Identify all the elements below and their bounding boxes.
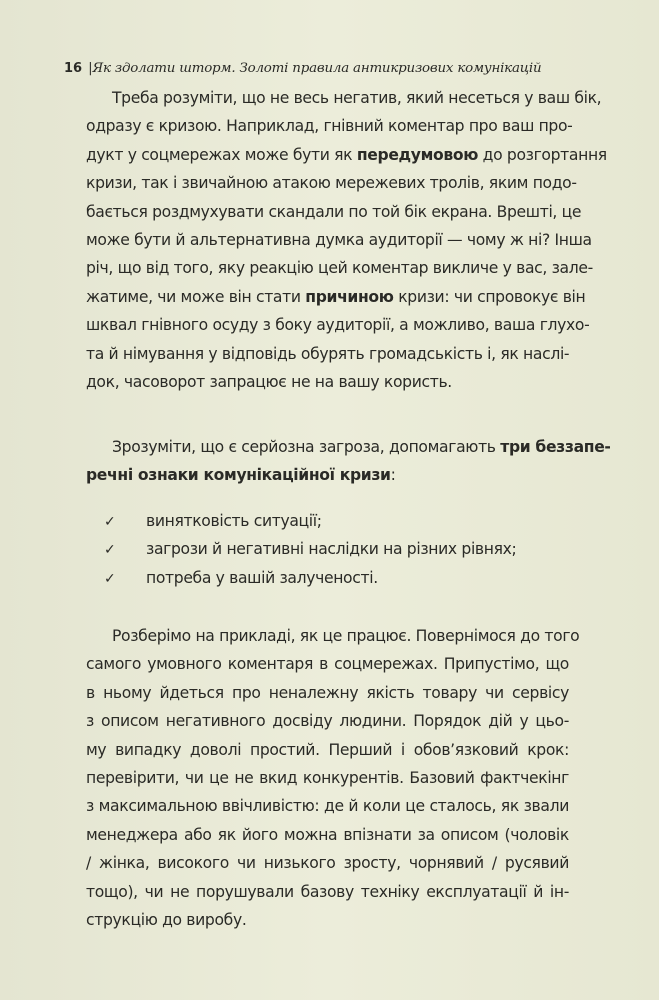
text-line: [86, 254, 593, 282]
text-run: перевірити, чи це не вкид конкурентів. Базовий фактчекінг: [86, 768, 569, 787]
checklist-item: [104, 564, 516, 592]
checklist-item: [104, 507, 516, 535]
text-run: одразу є кризою. Наприклад, гнівний коментар про ваш про-: [86, 117, 573, 136]
text-line: [86, 679, 569, 707]
text-run: Розберімо на прикладі, як це працює. Повернімося до того: [112, 627, 580, 645]
text-run: :: [390, 466, 396, 485]
text-run: до розгортання: [478, 145, 607, 164]
text-run: з описом негативного досвіду людини. Порядок дій у цьо-: [86, 712, 569, 731]
checkmark-icon: ✓: [104, 542, 116, 559]
text-line: [86, 198, 582, 226]
page-number: 16: [64, 61, 83, 76]
text-line: [86, 283, 586, 311]
paragraph-crisis-definition: [86, 84, 607, 396]
text-line: [86, 433, 611, 461]
text-line: [86, 226, 592, 254]
running-title: |Як здолати шторм. Золоті правила антикризових комунікацій: [88, 61, 542, 76]
text-run: / жінка, високого чи низького зросту, чорнявий / русявий: [86, 854, 569, 873]
text-line: [86, 141, 607, 169]
text-line: [86, 792, 569, 820]
text-line: [86, 311, 590, 339]
text-line: [86, 821, 569, 849]
text-line: [86, 340, 569, 368]
checklist-item-text: потреба у вашій залученості.: [146, 568, 378, 587]
text-line: [86, 736, 569, 764]
bold-text: передумовою: [356, 145, 479, 164]
checklist-item-text: загрози й негативні наслідки на різних рівнях;: [146, 540, 517, 559]
text-run: струкцію до виробу.: [86, 910, 247, 929]
text-line: [86, 764, 569, 792]
text-run: док, часоворот запрацює не на вашу користь.: [86, 372, 452, 391]
text-run: жатиме, чи може він стати: [86, 287, 306, 306]
text-line: [86, 707, 569, 735]
text-run: менеджера або як його можна впізнати за описом (чоловік: [86, 825, 569, 844]
text-line: [86, 906, 569, 934]
text-line: [86, 849, 569, 877]
paragraph-example: [86, 622, 580, 934]
text-run: кризи, так і звичайною атакою мережевих тролів, яким подо-: [86, 174, 577, 193]
text-run: Зрозуміти, що є серйозна загроза, допомагають: [112, 438, 501, 456]
text-line: [86, 84, 602, 112]
text-run: тощо), чи не порушували базову техніку експлуатації й ін-: [86, 882, 569, 901]
text-run: кризи: чи спровокує він: [393, 287, 586, 306]
text-line: [86, 368, 569, 396]
text-run: річ, що від того, яку реакцію цей коментар викличе у вас, зале-: [86, 259, 593, 278]
text-run: та й німування у відповідь обурять громадськість і, як наслі-: [86, 344, 570, 363]
running-header: [64, 60, 541, 76]
text-run: може бути й альтернативна думка аудиторії — чому ж ні? Інша: [86, 230, 592, 249]
text-line: [86, 878, 569, 906]
paragraph-three-signs-intro: [86, 433, 611, 490]
checkmark-icon: ✓: [104, 570, 116, 587]
bold-text: три беззапе-: [500, 438, 611, 456]
text-run: шквал гнівного осуду з боку аудиторії, а можливо, ваша глухо-: [86, 316, 590, 335]
text-run: му випадку доволі простий. Перший і обов’язковий крок:: [86, 740, 569, 759]
text-line: [86, 112, 573, 140]
text-run: Треба розуміти, що не весь негатив, який несеться у ваш бік,: [112, 89, 602, 107]
text-run: бається роздмухувати скандали по той бік екрана. Врешті, це: [86, 202, 582, 221]
checklist-item: [104, 535, 516, 563]
checklist-item-text: винятковість ситуації;: [146, 512, 322, 530]
text-line: [86, 461, 569, 489]
text-run: самого умовного коментаря в соцмережах. Припустімо, що: [86, 655, 569, 674]
checkmark-icon: ✓: [104, 514, 116, 530]
text-line: [86, 169, 577, 197]
text-line: [86, 622, 580, 650]
text-line: [86, 650, 569, 678]
bold-text: речні ознаки комунікаційної кризи: [86, 466, 391, 485]
text-run: з максимальною ввічливістю: де й коли це сталось, як звали: [86, 797, 569, 816]
text-run: в ньому йдеться про неналежну якість товару чи сервісу: [86, 683, 569, 702]
bold-text: причиною: [305, 287, 394, 306]
checklist-crisis-signs: [104, 507, 516, 592]
text-run: дукт у соцмережах може бути як: [86, 145, 357, 164]
